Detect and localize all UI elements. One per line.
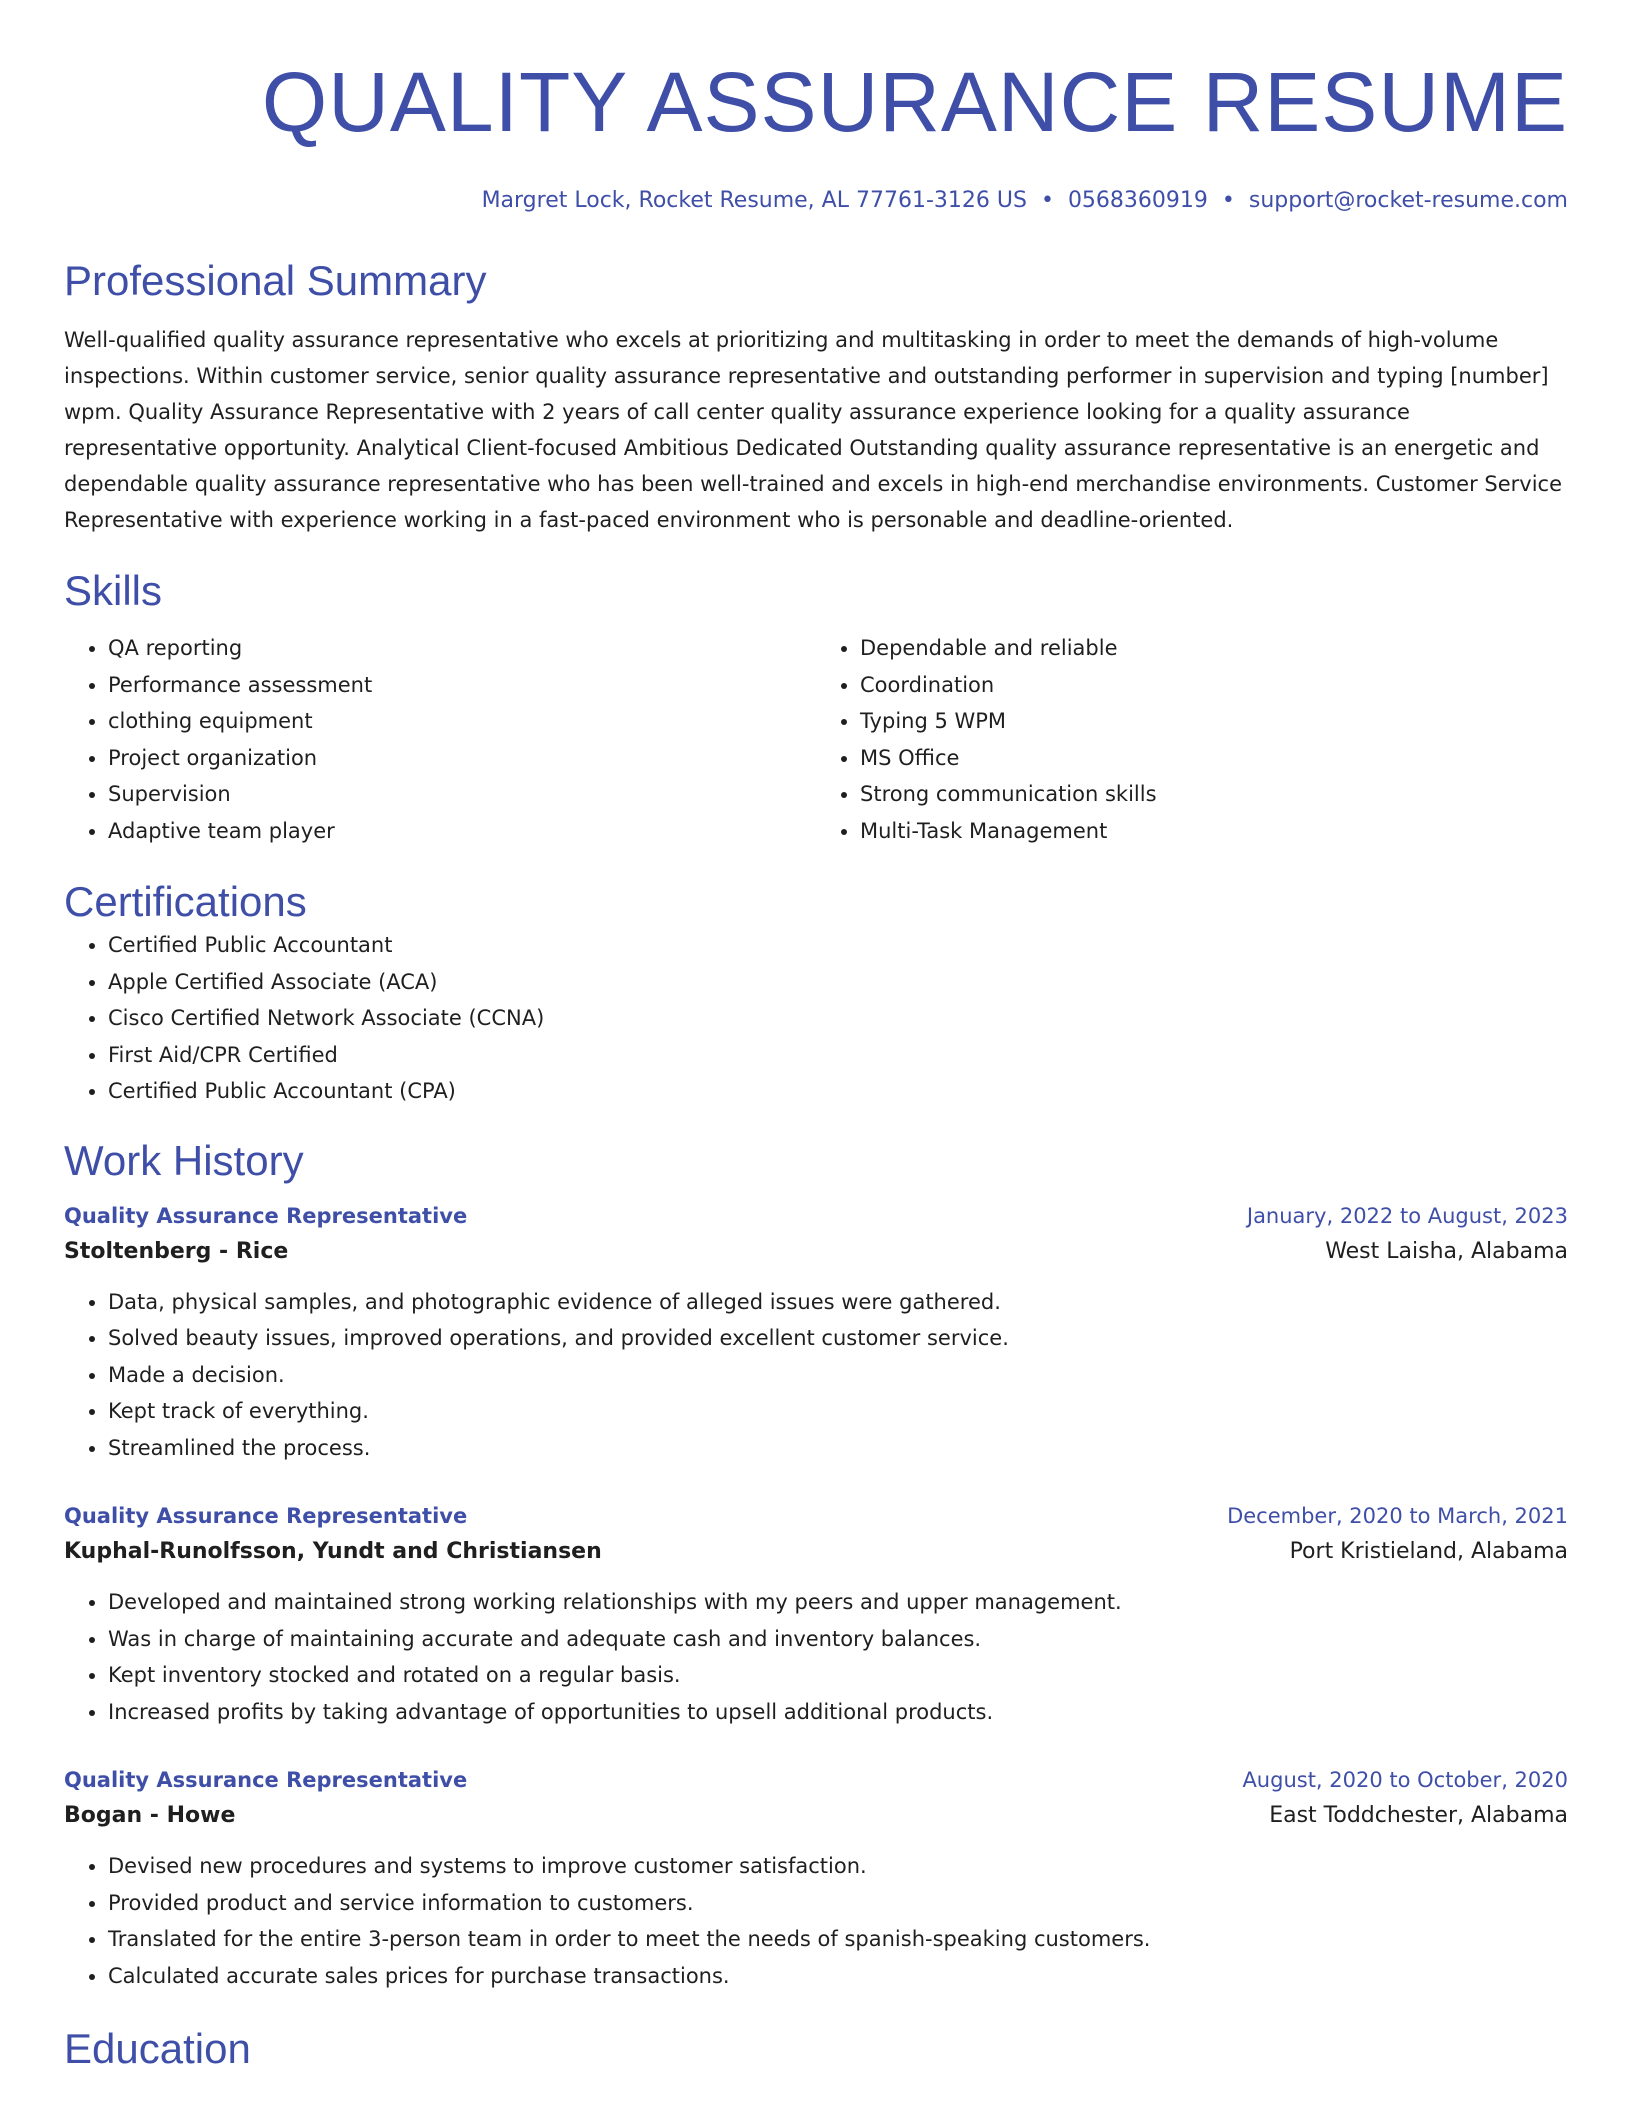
resume-page: [64, 0, 1568, 2074]
skill-item: • MS Office: [860, 740, 1568, 777]
job-company-row: [64, 1234, 1568, 1270]
work-history-heading: Work History: [64, 1136, 304, 1184]
skill-item: • Adaptive team player: [108, 813, 816, 850]
job-entry: [64, 1762, 1568, 1994]
skill-item: • Performance assessment: [108, 667, 816, 704]
job-entry: [64, 1498, 1568, 1730]
certification-item: • First Aid/CPR Certified: [108, 1037, 1568, 1074]
job-location: East Toddchester, Alabama: [1269, 1803, 1568, 1828]
skill-item: • Strong communication skills: [860, 776, 1568, 813]
certification-item: • Cisco Certified Network Associate (CCNA): [108, 1000, 1568, 1037]
skills-columns: [64, 630, 1568, 849]
job-dates: January, 2022 to August, 2023: [1246, 1203, 1568, 1228]
job-header-row: [64, 1498, 1568, 1534]
job-company-row: [64, 1534, 1568, 1570]
certification-item: • Certified Public Accountant: [108, 927, 1568, 964]
job-dates: December, 2020 to March, 2021: [1227, 1504, 1568, 1528]
job-bullet: • Solved beauty issues, improved operations, and provided excellent customer service.: [108, 1320, 1568, 1357]
job-title: Quality Assurance Representative: [64, 1504, 468, 1528]
skill-item: • QA reporting: [108, 630, 816, 667]
job-bullet: • Made a decision.: [108, 1357, 1568, 1394]
skill-item: • Project organization: [108, 740, 816, 777]
contact-separator: •: [1040, 188, 1054, 213]
certification-item: • Apple Certified Associate (ACA): [108, 964, 1568, 1001]
job-entry: [64, 1198, 1568, 1467]
contact-address: Margret Lock, Rocket Resume, AL 77761-3126 US: [481, 188, 1027, 213]
job-dates: August, 2020 to October, 2020: [1242, 1768, 1568, 1792]
job-bullet: • Calculated accurate sales prices for purchase transactions.: [108, 1958, 1568, 1995]
job-location: Port Kristieland, Alabama: [1289, 1539, 1568, 1564]
resume-title: QUALITY ASSURANCE RESUME: [261, 55, 1568, 149]
education-heading: Education: [64, 2025, 251, 2072]
job-title: Quality Assurance Representative: [64, 1768, 468, 1792]
skill-item: • Supervision: [108, 776, 816, 813]
skills-list-right: [816, 630, 1568, 849]
skills-heading: Skills: [64, 567, 163, 614]
skill-item: • Multi-Task Management: [860, 813, 1568, 850]
certification-item: • Certified Public Accountant (CPA): [108, 1073, 1568, 1110]
contact-phone: 0568360919: [1067, 188, 1208, 213]
job-bullets: [64, 1284, 1568, 1467]
job-bullets: [64, 1848, 1568, 1994]
job-bullet: • Streamlined the process.: [108, 1430, 1568, 1467]
job-company: Bogan - Howe: [64, 1803, 236, 1828]
job-bullet: • Developed and maintained strong working relationships with my peers and upper management.: [108, 1584, 1568, 1621]
skill-item: • clothing equipment: [108, 703, 816, 740]
job-bullet: • Kept track of everything.: [108, 1393, 1568, 1430]
job-company: Kuphal-Runolfsson, Yundt and Christiansen: [64, 1539, 602, 1564]
certifications-list: [64, 927, 1568, 1110]
job-bullet: • Provided product and service information to customers.: [108, 1885, 1568, 1922]
job-header-row: [64, 1762, 1568, 1798]
job-bullet: • Kept inventory stocked and rotated on a regular basis.: [108, 1657, 1568, 1694]
job-company-row: [64, 1798, 1568, 1834]
skill-item: • Typing 5 WPM: [860, 703, 1568, 740]
contact-separator: •: [1221, 188, 1235, 213]
summary-text: Well-qualified quality assurance representative who excels at prioritizing and multitasking in order to meet the demands of high-volume inspections. Within customer service, senior quality assurance representative and outstanding performer in supervision and typing [number] wpm. Quality Assurance Representative with 2 years of call center quality assurance experience looking for a quality assurance representative opportunity. Analytical Client-focused Ambitious Dedicated Outstanding quality assurance representative is an energetic and dependable quality assurance representative who has been well-trained and excels in high-end merchandise environments. Customer Service Representative with experience working in a fast-paced environment who is personable and deadline-oriented.: [64, 328, 1563, 532]
job-bullet: • Increased profits by taking advantage of opportunities to upsell additional products.: [108, 1694, 1568, 1731]
certifications-heading: Certifications: [64, 878, 307, 925]
job-bullet: • Translated for the entire 3-person team in order to meet the needs of spanish-speaking customers.: [108, 1921, 1568, 1958]
contact-line: [64, 186, 1568, 216]
job-company: Stoltenberg - Rice: [64, 1238, 289, 1264]
job-bullet: • Data, physical samples, and photographic evidence of alleged issues were gathered.: [108, 1284, 1568, 1321]
job-header-row: [64, 1198, 1568, 1234]
contact-email[interactable]: support@rocket-resume.com: [1248, 188, 1568, 213]
summary-heading: Professional Summary: [64, 257, 487, 304]
skill-item: • Dependable and reliable: [860, 630, 1568, 667]
job-bullet: • Devised new procedures and systems to improve customer satisfaction.: [108, 1848, 1568, 1885]
job-bullet: • Was in charge of maintaining accurate and adequate cash and inventory balances.: [108, 1621, 1568, 1658]
skill-item: • Coordination: [860, 667, 1568, 704]
job-location: West Laisha, Alabama: [1325, 1238, 1568, 1264]
job-bullets: [64, 1584, 1568, 1730]
job-title: Quality Assurance Representative: [64, 1203, 468, 1228]
skills-list-left: [64, 630, 816, 849]
